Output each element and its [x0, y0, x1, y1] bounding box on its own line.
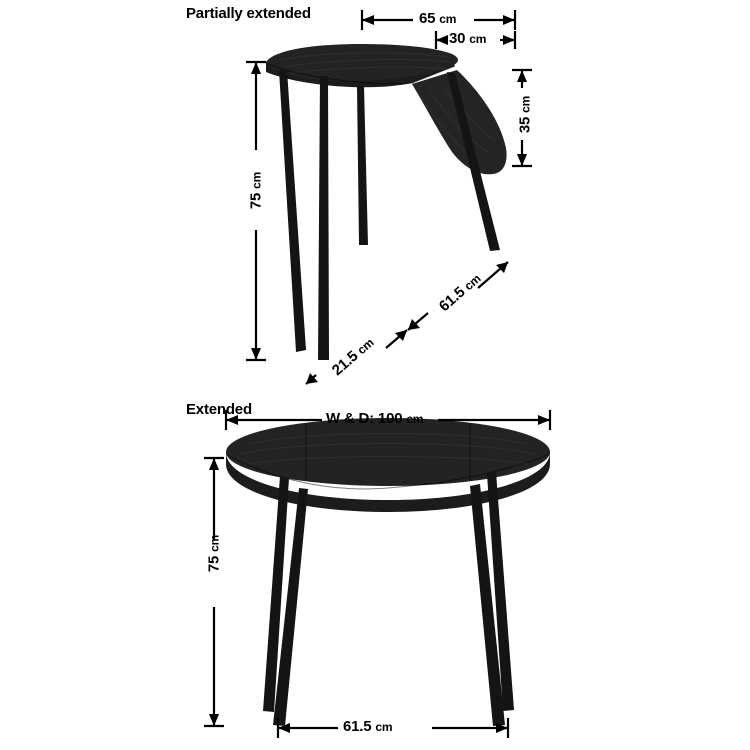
unit-cm: cm [518, 95, 533, 113]
dimension-label-height-75 [248, 163, 265, 219]
dimension-value-61-5-extended: 61.5 [343, 718, 372, 735]
panel-title-partially-extended: Partially extended [186, 5, 311, 22]
unit-cm: cm [406, 412, 424, 426]
dimension-value-w-d-100: W & D: 100 [326, 410, 403, 427]
unit-cm: cm [439, 12, 457, 26]
dimension-label-leaf-drop-35 [517, 87, 534, 143]
dimension-label-height-75-extended [206, 526, 223, 582]
dimension-lines-extended [0, 392, 750, 750]
dimension-label-base-width-61-5 [343, 718, 392, 735]
unit-cm: cm [249, 171, 264, 189]
dimension-value-75: 75 [247, 192, 265, 210]
unit-cm: cm [375, 720, 393, 734]
dimension-value-21-5: 21.5 [328, 347, 362, 380]
dimension-label-leaf-30 [449, 30, 486, 47]
unit-cm: cm [469, 32, 487, 46]
dimension-label-width-depth-100 [326, 410, 423, 427]
extended-view [0, 392, 750, 750]
unit-cm: cm [461, 271, 484, 294]
unit-cm: cm [207, 534, 222, 552]
dimension-value-35: 35 [516, 116, 534, 134]
unit-cm: cm [354, 335, 377, 358]
dimension-value-30: 30 [449, 30, 466, 47]
dimension-value-65: 65 [419, 10, 436, 27]
panel-title-extended: Extended [186, 401, 252, 418]
dimension-label-width-65 [419, 10, 456, 27]
dimension-value-61-5: 61.5 [435, 283, 469, 316]
dimension-value-75-extended: 75 [205, 555, 223, 573]
